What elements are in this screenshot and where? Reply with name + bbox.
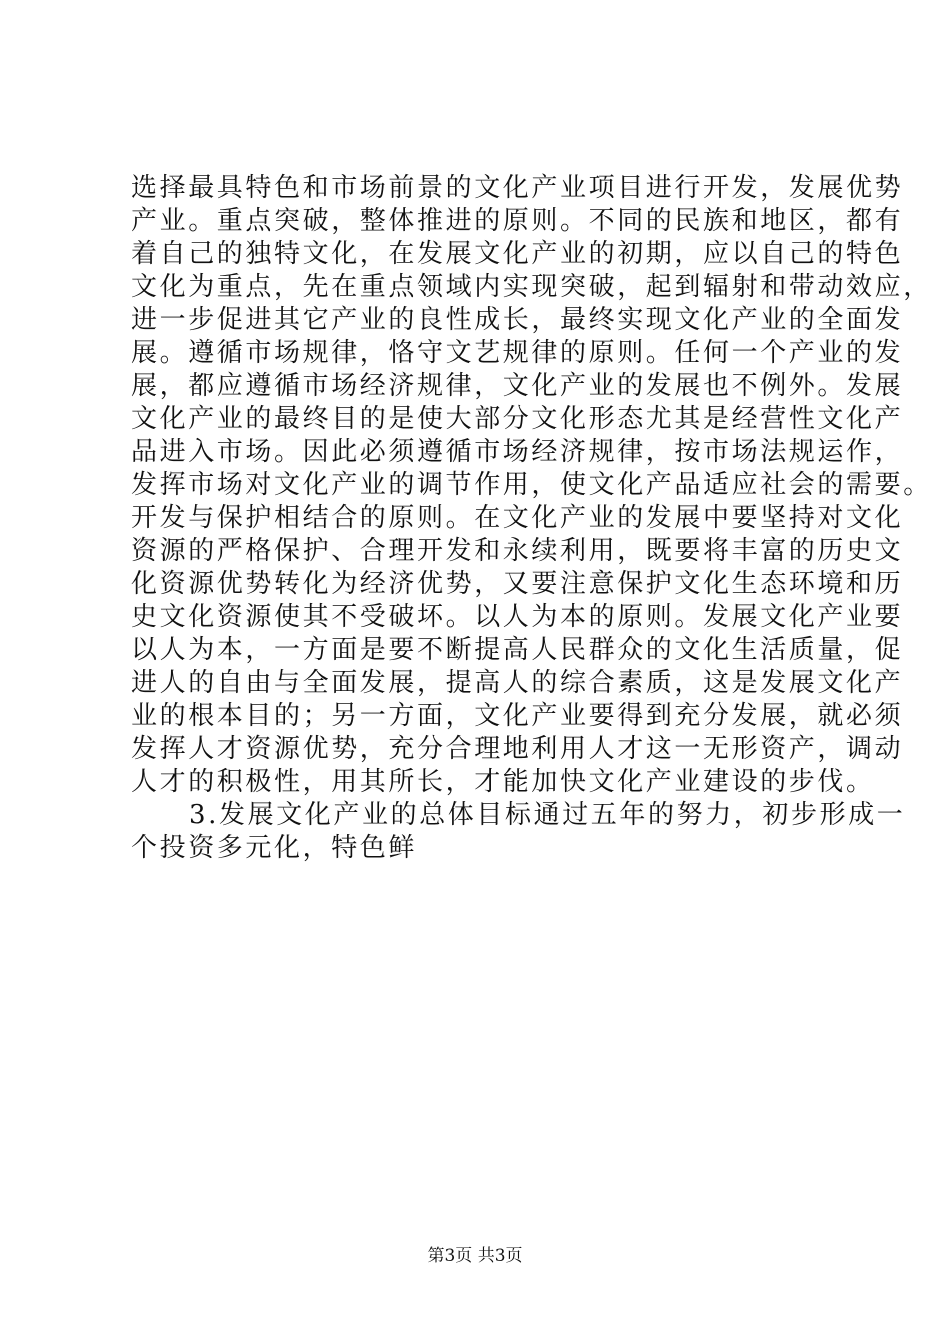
body-text-line: 进一步促进其它产业的良性成长，最终实现文化产业的全面发 — [131, 305, 904, 335]
page-number-footer: 第3页 共3页 — [427, 1246, 523, 1266]
body-text-line: 文化产业的最终目的是使大部分文化形态尤其是经营性文化产 — [131, 404, 904, 434]
body-text-line: 业的根本目的；另一方面，文化产业要得到充分发展，就必须 — [131, 701, 904, 731]
body-text-line: 着自己的独特文化，在发展文化产业的初期，应以自己的特色 — [131, 239, 904, 269]
body-text-line: 选择最具特色和市场前景的文化产业项目进行开发，发展优势 — [131, 173, 904, 203]
body-text-line: 进人的自由与全面发展，提高人的综合素质，这是发展文化产 — [131, 668, 904, 698]
body-text-line: 发挥市场对文化产业的调节作用，使文化产品适应社会的需要。 — [131, 470, 932, 500]
body-text-line: 以人为本，一方面是要不断提高人民群众的文化生活质量，促 — [131, 635, 904, 665]
body-text-line: 史文化资源使其不受破坏。以人为本的原则。发展文化产业要 — [131, 602, 904, 632]
body-text-line: 个投资多元化，特色鲜 — [131, 833, 418, 863]
body-text-line: 发挥人才资源优势，充分合理地利用人才这一无形资产，调动 — [131, 734, 904, 764]
body-text-line: 产业。重点突破，整体推进的原则。不同的民族和地区，都有 — [131, 206, 904, 236]
section-heading-line: 3.发展文化产业的总体目标通过五年的努力，初步形成一 — [189, 800, 906, 830]
body-text-line: 品进入市场。因此必须遵循市场经济规律，按市场法规运作， — [131, 437, 904, 467]
body-text-line: 人才的积极性，用其所长，才能加快文化产业建设的步伐。 — [131, 767, 875, 797]
body-text-line: 展。遵循市场规律，恪守文艺规律的原则。任何一个产业的发 — [131, 338, 904, 368]
body-text-line: 文化为重点，先在重点领域内实现突破，起到辐射和带动效应， — [131, 272, 932, 302]
body-text-line: 资源的严格保护、合理开发和永续利用，既要将丰富的历史文 — [131, 536, 904, 566]
body-text-line: 化资源优势转化为经济优势，又要注意保护文化生态环境和历 — [131, 569, 904, 599]
body-text-line: 展，都应遵循市场经济规律，文化产业的发展也不例外。发展 — [131, 371, 904, 401]
document-body — [131, 172, 932, 865]
body-text-line: 开发与保护相结合的原则。在文化产业的发展中要坚持对文化 — [131, 503, 904, 533]
